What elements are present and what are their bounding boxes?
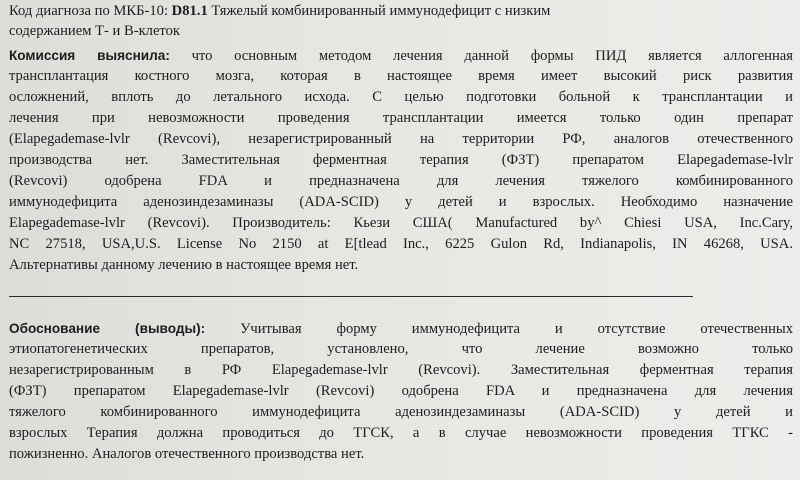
diagnosis-prefix: Код диагноза по МКБ-10: <box>9 3 169 19</box>
rationale-text: Учитывая форму иммунодефицита и отсутствие отечественных <box>240 321 793 337</box>
diagnosis-text: Тяжелый комбинированный иммунодефицит с низким <box>211 3 551 19</box>
commission-line-1 <box>9 46 793 66</box>
commission-line-9: Elapegademase-lvlr (Revcovi). Производитель: Кьези США( Manufactured by^ Chiesi USA, Inc.Cary, <box>9 215 793 231</box>
commission-line-2: трансплантация костного мозга, которая в настоящее время имеет высокий риск развития <box>9 68 793 84</box>
rationale-line-1 <box>9 319 793 339</box>
rationale-label: Обоснование (выводы): <box>9 321 206 336</box>
commission-line-5: (Elapegademase-lvlr (Revcovi), незарегистрированный на территории РФ, аналогов отечественного <box>9 131 793 147</box>
rationale-line-2: этиопатогенетических препаратов, установлено, что лечение возможно только <box>9 341 793 357</box>
commission-text: что основным методом лечения данной формы ПИД является аллогенная <box>191 48 793 64</box>
commission-line-3: осложнений, вплоть до летального исхода. С целью подготовки больной к трансплантации и <box>9 89 793 105</box>
rationale-line-5: тяжелого комбинированного иммунодефицита аденозиндезаминазы (ADA-SCID) у детей и <box>9 404 793 420</box>
rationale-line-6: взрослых Терапия должна проводиться до ТГСК, а в случае невозможности проведения ТГКС - <box>9 425 793 441</box>
commission-line-4: лечения при невозможности проведения трансплантации имеется только один препарат <box>9 110 793 126</box>
commission-line-10: NC 27518, USA,U.S. License No 2150 at E[tlead Inc., 6225 Gulon Rd, Indianapolis, IN 46268, USA. <box>9 236 793 252</box>
rationale-line-7: пожизненно. Аналогов отечественного производства нет. <box>9 446 365 462</box>
commission-line-6: производства нет. Заместительная ферментная терапия (ФЗТ) препаратом Elapegademase-lvlr <box>9 152 793 168</box>
diagnosis-code: D81.1 <box>171 3 208 19</box>
rationale-line-4: (ФЗТ) препаратом Elapegademase-lvlr (Revcovi) одобрена FDA и предназначена для лечения <box>9 383 793 399</box>
commission-line-7: (Revcovi) одобрена FDA и предназначена для лечения тяжелого комбинированного <box>9 173 793 189</box>
rationale-line-3: незарегистрированным в РФ Elapegademase-lvlr (Revcovi). Заместительная ферментная терапия <box>9 362 793 378</box>
commission-line-11: Альтернативы данному лечению в настоящее время нет. <box>9 257 359 273</box>
commission-line-8: иммунодефицита аденозиндезаминазы (ADA-SCID) у детей и взрослых. Необходимо назначение <box>9 194 793 210</box>
diagnosis-line-2: содержанием Т- и В-клеток <box>9 23 180 39</box>
diagnosis-line-1 <box>9 2 793 21</box>
section-divider <box>9 296 693 297</box>
commission-label: Комиссия выяснила: <box>9 48 170 63</box>
